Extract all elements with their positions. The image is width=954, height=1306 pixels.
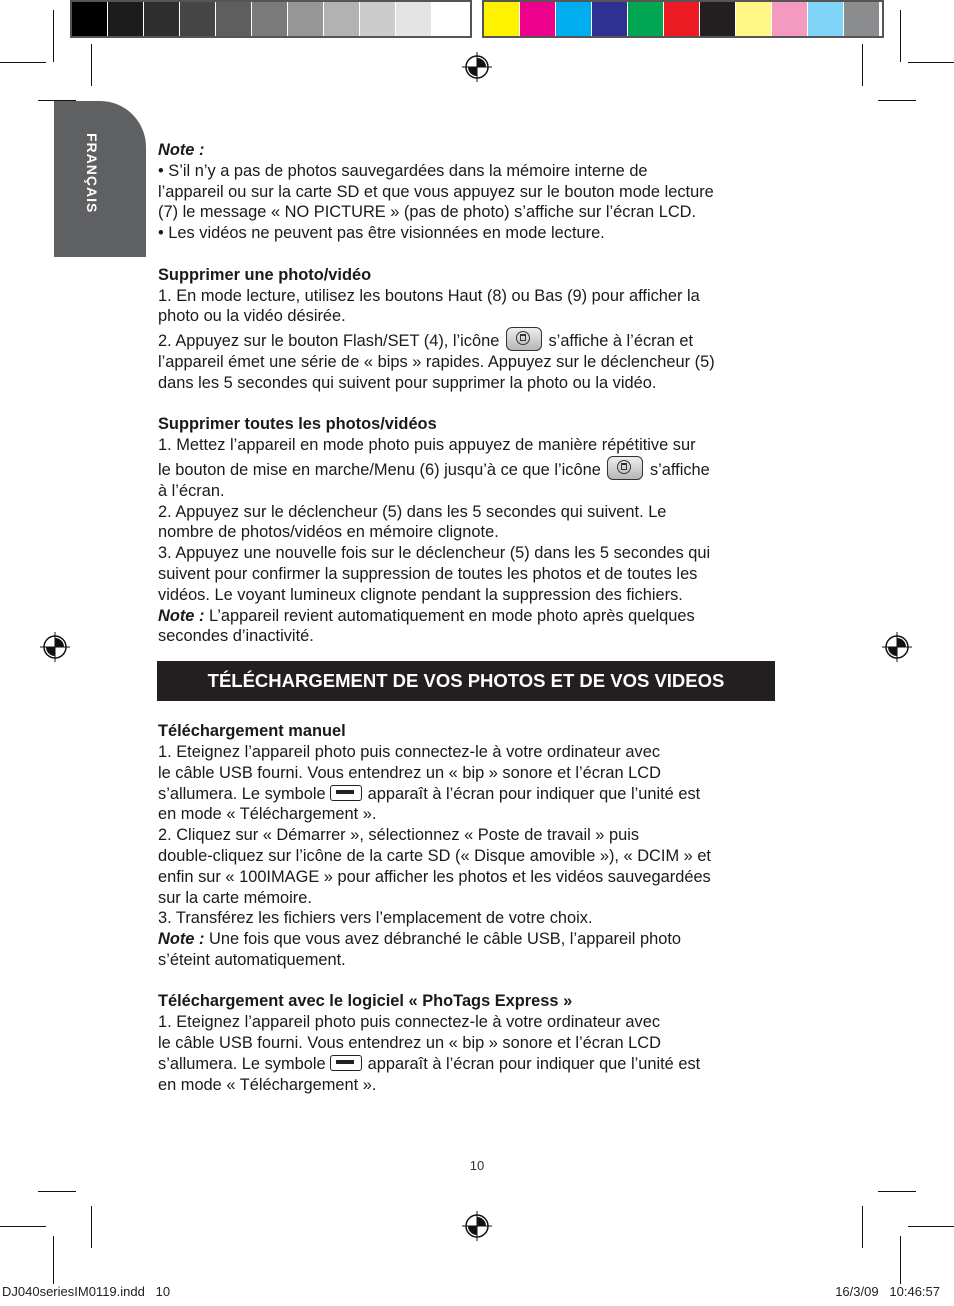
- text-span: s’affiche: [649, 460, 710, 479]
- gray-swatch: [324, 2, 360, 36]
- color-swatch: [592, 2, 628, 36]
- paragraph-line: 1. Eteignez l’appareil photo puis connectez-le à votre ordinateur avec: [158, 742, 661, 761]
- crop-mark: [53, 10, 54, 62]
- color-swatch: [556, 2, 592, 36]
- crop-mark: [862, 1206, 863, 1248]
- page-content: [158, 140, 778, 1095]
- note-label: Note :: [158, 930, 205, 949]
- crop-mark: [0, 1226, 46, 1227]
- color-swatch: [700, 2, 736, 36]
- crop-mark: [878, 100, 916, 101]
- paragraph-line: secondes d’inactivité.: [158, 627, 314, 646]
- registration-mark-icon: [462, 52, 492, 82]
- paragraph-line: vidéos. Le voyant lumineux clignote pendant la suppression des fichiers.: [158, 585, 683, 604]
- text-span: 2. Appuyez sur le bouton Flash/SET (4), l’icône: [158, 332, 500, 351]
- grayscale-color-bar: [70, 0, 472, 38]
- process-color-bar: [482, 0, 884, 38]
- paragraph-line: s’éteint automatiquement.: [158, 950, 346, 969]
- note-label: Note :: [158, 141, 205, 159]
- paragraph-line: à l’écran.: [158, 481, 225, 500]
- gray-swatch: [144, 2, 180, 36]
- crop-mark: [862, 44, 863, 86]
- paragraph-line: [158, 606, 778, 627]
- gray-swatch: [288, 2, 324, 36]
- footer-timestamp: 16/3/09 10:46:57: [835, 1284, 940, 1299]
- color-swatch: [772, 2, 808, 36]
- paragraph-line: le câble USB fourni. Vous entendrez un « bip » sonore et l’écran LCD: [158, 1034, 661, 1053]
- color-swatch: [520, 2, 556, 36]
- paragraph-line: en mode « Téléchargement ».: [158, 805, 377, 824]
- gray-swatch: [72, 2, 108, 36]
- page-number: 10: [469, 1158, 485, 1173]
- registration-mark-icon: [882, 632, 912, 662]
- color-swatch: [844, 2, 880, 36]
- footer-filename: DJ040seriesIM0119.indd 10: [2, 1284, 171, 1299]
- text-span: apparaît à l’écran pour indiquer que l’unité est: [367, 784, 701, 803]
- crop-mark: [91, 1206, 92, 1248]
- paragraph-line: • Les vidéos ne peuvent pas être visionnées en mode lecture.: [158, 224, 605, 243]
- crop-mark: [0, 62, 46, 63]
- paragraph-line: [158, 784, 778, 805]
- paragraph-line: sur la carte mémoire.: [158, 888, 312, 907]
- text-span: Une fois que vous avez débranché le câble USB, l’appareil photo: [209, 930, 681, 949]
- gray-swatch: [216, 2, 252, 36]
- text-span: s’allumera. Le symbole: [158, 1054, 326, 1073]
- subheading-software-download: Téléchargement avec le logiciel « PhoTags Express »: [158, 992, 573, 1011]
- paragraph-line: (7) le message « NO PICTURE » (pas de photo) s’affiche sur l’écran LCD.: [158, 203, 697, 222]
- crop-mark: [900, 10, 901, 62]
- language-tab: [54, 101, 146, 257]
- gray-swatch: [360, 2, 396, 36]
- section-heading: TÉLÉCHARGEMENT DE VOS PHOTOS ET DE VOS VIDEOS: [157, 661, 775, 701]
- usb-icon: [330, 1055, 362, 1071]
- color-swatch: [484, 2, 520, 36]
- paragraph-line: 2. Appuyez sur le déclencheur (5) dans les 5 secondes qui suivent. Le: [158, 502, 667, 521]
- registration-mark-icon: [40, 632, 70, 662]
- color-swatch: [736, 2, 772, 36]
- paragraph-line: [158, 327, 778, 352]
- crop-mark: [878, 1191, 916, 1192]
- paragraph-line: • S’il n’y a pas de photos sauvegardées dans la mémoire interne de: [158, 161, 648, 180]
- paragraph-line: 2. Cliquez sur « Démarrer », sélectionnez « Poste de travail » puis: [158, 826, 640, 845]
- gray-swatch: [252, 2, 288, 36]
- subheading-manual-download: Téléchargement manuel: [158, 722, 346, 741]
- paragraph-line: l’appareil ou sur la carte SD et que vous appuyez sur le bouton mode lecture: [158, 182, 714, 201]
- registration-mark-icon: [462, 1211, 492, 1241]
- paragraph-line: suivent pour confirmer la suppression de toutes les photos et de toutes les: [158, 564, 698, 583]
- text-span: L’appareil revient automatiquement en mode photo après quelques: [209, 606, 695, 625]
- paragraph-line: 1. Eteignez l’appareil photo puis connectez-le à votre ordinateur avec: [158, 1013, 661, 1032]
- gray-swatch: [396, 2, 432, 36]
- crop-mark: [91, 44, 92, 86]
- delete-icon: [506, 327, 542, 351]
- paragraph-line: double-cliquez sur l’icône de la carte SD (« Disque amovible »), « DCIM » et: [158, 846, 711, 865]
- note-label: Note :: [158, 606, 205, 625]
- paragraph-line: [158, 1054, 778, 1075]
- language-tab-label: FRANÇAIS: [84, 133, 100, 214]
- paragraph-line: le câble USB fourni. Vous entendrez un « bip » sonore et l’écran LCD: [158, 763, 661, 782]
- text-span: apparaît à l’écran pour indiquer que l’unité est: [367, 1054, 701, 1073]
- crop-mark: [53, 1236, 54, 1284]
- delete-all-icon: [607, 456, 643, 480]
- color-swatch: [664, 2, 700, 36]
- crop-mark: [908, 1226, 954, 1227]
- paragraph-line: [158, 456, 778, 481]
- crop-mark: [908, 62, 954, 63]
- paragraph-line: enfin sur « 100IMAGE » pour afficher les photos et les vidéos sauvegardées: [158, 867, 711, 886]
- paragraph-line: photo ou la vidéo désirée.: [158, 307, 346, 326]
- usb-icon: [330, 785, 362, 801]
- paragraph-line: nombre de photos/vidéos en mémoire clignote.: [158, 523, 499, 542]
- text-span: s’affiche à l’écran et: [548, 332, 694, 351]
- color-swatch: [808, 2, 844, 36]
- subheading-delete-all: Supprimer toutes les photos/vidéos: [158, 415, 437, 434]
- gray-swatch: [432, 2, 468, 36]
- paragraph-line: l’appareil émet une série de « bips » rapides. Appuyez sur le déclencheur (5): [158, 352, 715, 371]
- gray-swatch: [180, 2, 216, 36]
- crop-mark: [38, 1191, 76, 1192]
- paragraph-line: dans les 5 secondes qui suivent pour supprimer la photo ou la vidéo.: [158, 373, 657, 392]
- paragraph-line: 1. En mode lecture, utilisez les boutons Haut (8) ou Bas (9) pour afficher la: [158, 286, 700, 305]
- paragraph-line: 3. Transférez les fichiers vers l’emplacement de votre choix.: [158, 909, 593, 928]
- paragraph-line: en mode « Téléchargement ».: [158, 1075, 377, 1094]
- text-span: s’allumera. Le symbole: [158, 784, 326, 803]
- paragraph-line: 3. Appuyez une nouvelle fois sur le déclencheur (5) dans les 5 secondes qui: [158, 544, 711, 563]
- crop-mark: [900, 1236, 901, 1284]
- gray-swatch: [108, 2, 144, 36]
- paragraph-line: 1. Mettez l’appareil en mode photo puis appuyez de manière répétitive sur: [158, 436, 696, 455]
- paragraph-line: [158, 929, 778, 950]
- subheading-delete-one: Supprimer une photo/vidéo: [158, 265, 372, 284]
- text-span: le bouton de mise en marche/Menu (6) jusqu’à ce que l’icône: [158, 460, 601, 479]
- color-swatch: [628, 2, 664, 36]
